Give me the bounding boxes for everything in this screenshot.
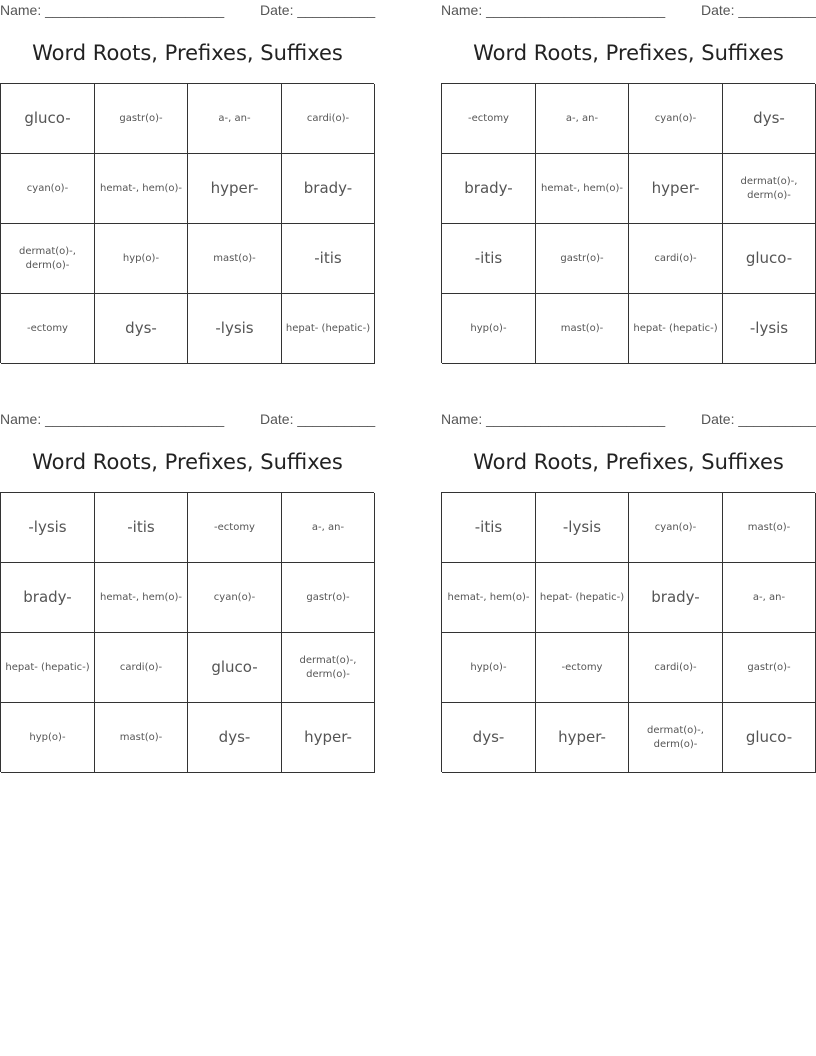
bingo-cell: hyper- — [536, 703, 629, 773]
bingo-cell: mast(o)- — [188, 224, 282, 294]
bingo-cell: dermat(o)-, derm(o)- — [723, 154, 816, 224]
bingo-cell: dys- — [442, 703, 536, 773]
bingo-grid — [0, 492, 374, 772]
bingo-cell: mast(o)- — [723, 493, 816, 563]
bingo-cell: cyan(o)- — [629, 84, 723, 154]
date-label: Date: __________ — [701, 2, 816, 18]
bingo-cell: -lysis — [1, 493, 95, 563]
bingo-cell: -ectomy — [188, 493, 282, 563]
bingo-cell: hyp(o)- — [442, 294, 536, 364]
bingo-cell: dermat(o)-, derm(o)- — [282, 633, 375, 703]
bingo-cell: hyper- — [282, 703, 375, 773]
bingo-cell: -ectomy — [442, 84, 536, 154]
bingo-cell: cardi(o)- — [629, 224, 723, 294]
bingo-cell: cardi(o)- — [95, 633, 188, 703]
name-label: Name: _______________________ — [0, 2, 225, 18]
bingo-cell: dys- — [188, 703, 282, 773]
bingo-cell: -itis — [282, 224, 375, 294]
date-label: Date: __________ — [701, 411, 816, 427]
bingo-cell: hyp(o)- — [1, 703, 95, 773]
name-label: Name: _______________________ — [441, 411, 666, 427]
bingo-cell: mast(o)- — [95, 703, 188, 773]
bingo-cell: cyan(o)- — [188, 563, 282, 633]
bingo-cell: hemat-, hem(o)- — [95, 563, 188, 633]
bingo-grid — [441, 492, 815, 772]
bingo-cell: -lysis — [723, 294, 816, 364]
bingo-cell: -lysis — [188, 294, 282, 364]
bingo-cell: hemat-, hem(o)- — [95, 154, 188, 224]
bingo-cell: a-, an- — [723, 563, 816, 633]
name-date-line — [0, 0, 375, 20]
bingo-cell: cyan(o)- — [1, 154, 95, 224]
bingo-cell: brady- — [282, 154, 375, 224]
bingo-cell: a-, an- — [188, 84, 282, 154]
bingo-cell: cardi(o)- — [629, 633, 723, 703]
bingo-cell: -lysis — [536, 493, 629, 563]
name-date-line — [441, 409, 816, 429]
bingo-cell: hyp(o)- — [442, 633, 536, 703]
date-label: Date: __________ — [260, 2, 376, 18]
bingo-cell: gastr(o)- — [536, 224, 629, 294]
bingo-grid — [0, 83, 374, 363]
bingo-cell: brady- — [442, 154, 536, 224]
bingo-cell: -ectomy — [1, 294, 95, 364]
bingo-grid — [441, 83, 815, 363]
card-title: Word Roots, Prefixes, Suffixes — [32, 450, 343, 474]
bingo-cell: gastr(o)- — [723, 633, 816, 703]
bingo-cell: a-, an- — [282, 493, 375, 563]
bingo-cell: cardi(o)- — [282, 84, 375, 154]
bingo-cell: dermat(o)-, derm(o)- — [1, 224, 95, 294]
bingo-cell: a-, an- — [536, 84, 629, 154]
name-date-line — [0, 409, 375, 429]
bingo-cell: dys- — [95, 294, 188, 364]
bingo-cell: hemat-, hem(o)- — [536, 154, 629, 224]
bingo-cell: -ectomy — [536, 633, 629, 703]
bingo-cell: hyp(o)- — [95, 224, 188, 294]
bingo-cell: brady- — [1, 563, 95, 633]
name-date-line — [441, 0, 816, 20]
bingo-card-4 — [441, 409, 816, 774]
date-label: Date: __________ — [260, 411, 376, 427]
bingo-cell: cyan(o)- — [629, 493, 723, 563]
bingo-cell: hepat- (hepatic-) — [536, 563, 629, 633]
bingo-cell: -itis — [442, 493, 536, 563]
bingo-cell: dermat(o)-, derm(o)- — [629, 703, 723, 773]
bingo-cell: hyper- — [629, 154, 723, 224]
bingo-cell: hepat- (hepatic-) — [629, 294, 723, 364]
bingo-cell: gluco- — [723, 224, 816, 294]
bingo-cell: hepat- (hepatic-) — [1, 633, 95, 703]
name-label: Name: _______________________ — [441, 2, 666, 18]
bingo-cell: gluco- — [723, 703, 816, 773]
bingo-cell: hepat- (hepatic-) — [282, 294, 375, 364]
bingo-cell: -itis — [442, 224, 536, 294]
bingo-cell: gastr(o)- — [95, 84, 188, 154]
card-title: Word Roots, Prefixes, Suffixes — [473, 41, 784, 65]
bingo-cell: gluco- — [1, 84, 95, 154]
bingo-cell: gluco- — [188, 633, 282, 703]
card-title: Word Roots, Prefixes, Suffixes — [473, 450, 784, 474]
bingo-card-1 — [0, 0, 375, 365]
bingo-cell: dys- — [723, 84, 816, 154]
name-label: Name: _______________________ — [0, 411, 225, 427]
bingo-cell: hemat-, hem(o)- — [442, 563, 536, 633]
bingo-cell: mast(o)- — [536, 294, 629, 364]
bingo-cell: gastr(o)- — [282, 563, 375, 633]
bingo-cell: -itis — [95, 493, 188, 563]
card-title: Word Roots, Prefixes, Suffixes — [32, 41, 343, 65]
bingo-card-3 — [0, 409, 375, 774]
bingo-cell: brady- — [629, 563, 723, 633]
bingo-card-2 — [441, 0, 816, 365]
bingo-cell: hyper- — [188, 154, 282, 224]
